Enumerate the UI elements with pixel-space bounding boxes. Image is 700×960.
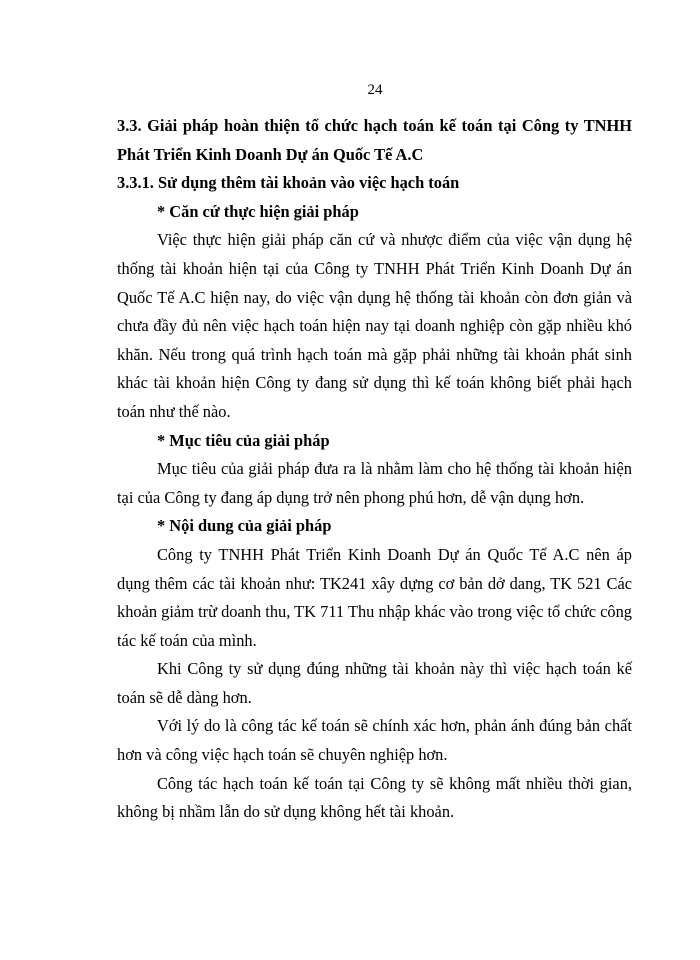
objective-label: * Mục tiêu của giải pháp: [157, 430, 330, 450]
content-paragraph-4: Công tác hạch toán kế toán tại Công ty sẽ không mất nhiều thời gian, không bị nhầm lẫn do sử dụng không hết tài khoản.: [117, 773, 632, 822]
subsection-title: 3.3.1. Sử dụng thêm tài khoản vào việc hạch toán: [117, 173, 460, 193]
page-content: [117, 112, 632, 827]
basis-paragraph: Việc thực hiện giải pháp căn cứ và nhược điểm của việc vận dụng hệ thống tài khoản hiện tại của Công ty TNHH Phát Triển Kinh Doanh Dự án Quốc Tế A.C hiện nay, do việc vận dụng hệ thống tài khoản còn đơn giản và chưa đầy đủ nên việc hạch toán hiện nay tại doanh nghiệp còn gặp nhiều khó khăn. Nếu trong quá trình hạch toán mà gặp phải những tài khoản phát sinh khác tài khoản hiện Công ty đang sử dụng thì kế toán không biết phải hạch toán như thế nào.: [117, 230, 632, 421]
content-paragraph-2: Khi Công ty sử dụng đúng những tài khoản này thì việc hạch toán kế toán sẽ dễ dàng hơn.: [117, 659, 632, 707]
page-number: 24: [367, 82, 383, 98]
content-paragraph-3: Với lý do là công tác kế toán sẽ chính xác hơn, phản ánh đúng bản chất hơn và công việc hạch toán sẽ chuyên nghiệp hơn.: [117, 716, 632, 765]
section-title-line-1: 3.3. Giải pháp hoàn thiện tổ chức hạch toán kế toán tại Công ty TNHH: [117, 116, 632, 135]
objective-paragraph: Mục tiêu của giải pháp đưa ra là nhằm làm cho hệ thống tài khoản hiện tại của Công ty đang áp dụng trở nên phong phú hơn, dễ vận dụng hơn.: [117, 459, 632, 507]
section-title-line-2: Phát Triển Kinh Doanh Dự án Quốc Tế A.C: [117, 144, 424, 164]
content-label: * Nội dung của giải pháp: [157, 516, 332, 536]
basis-label: * Căn cứ thực hiện giải pháp: [157, 201, 359, 221]
content-paragraph-1: Công ty TNHH Phát Triển Kinh Doanh Dự án Quốc Tế A.C nên áp dụng thêm các tài khoản như: TK241 xây dựng cơ bản dở dang, TK 521 Các khoản giảm trừ doanh thu, TK 711 Thu nhập khác vào trong việc tổ chức công tác kế toán của mình.: [117, 544, 632, 650]
